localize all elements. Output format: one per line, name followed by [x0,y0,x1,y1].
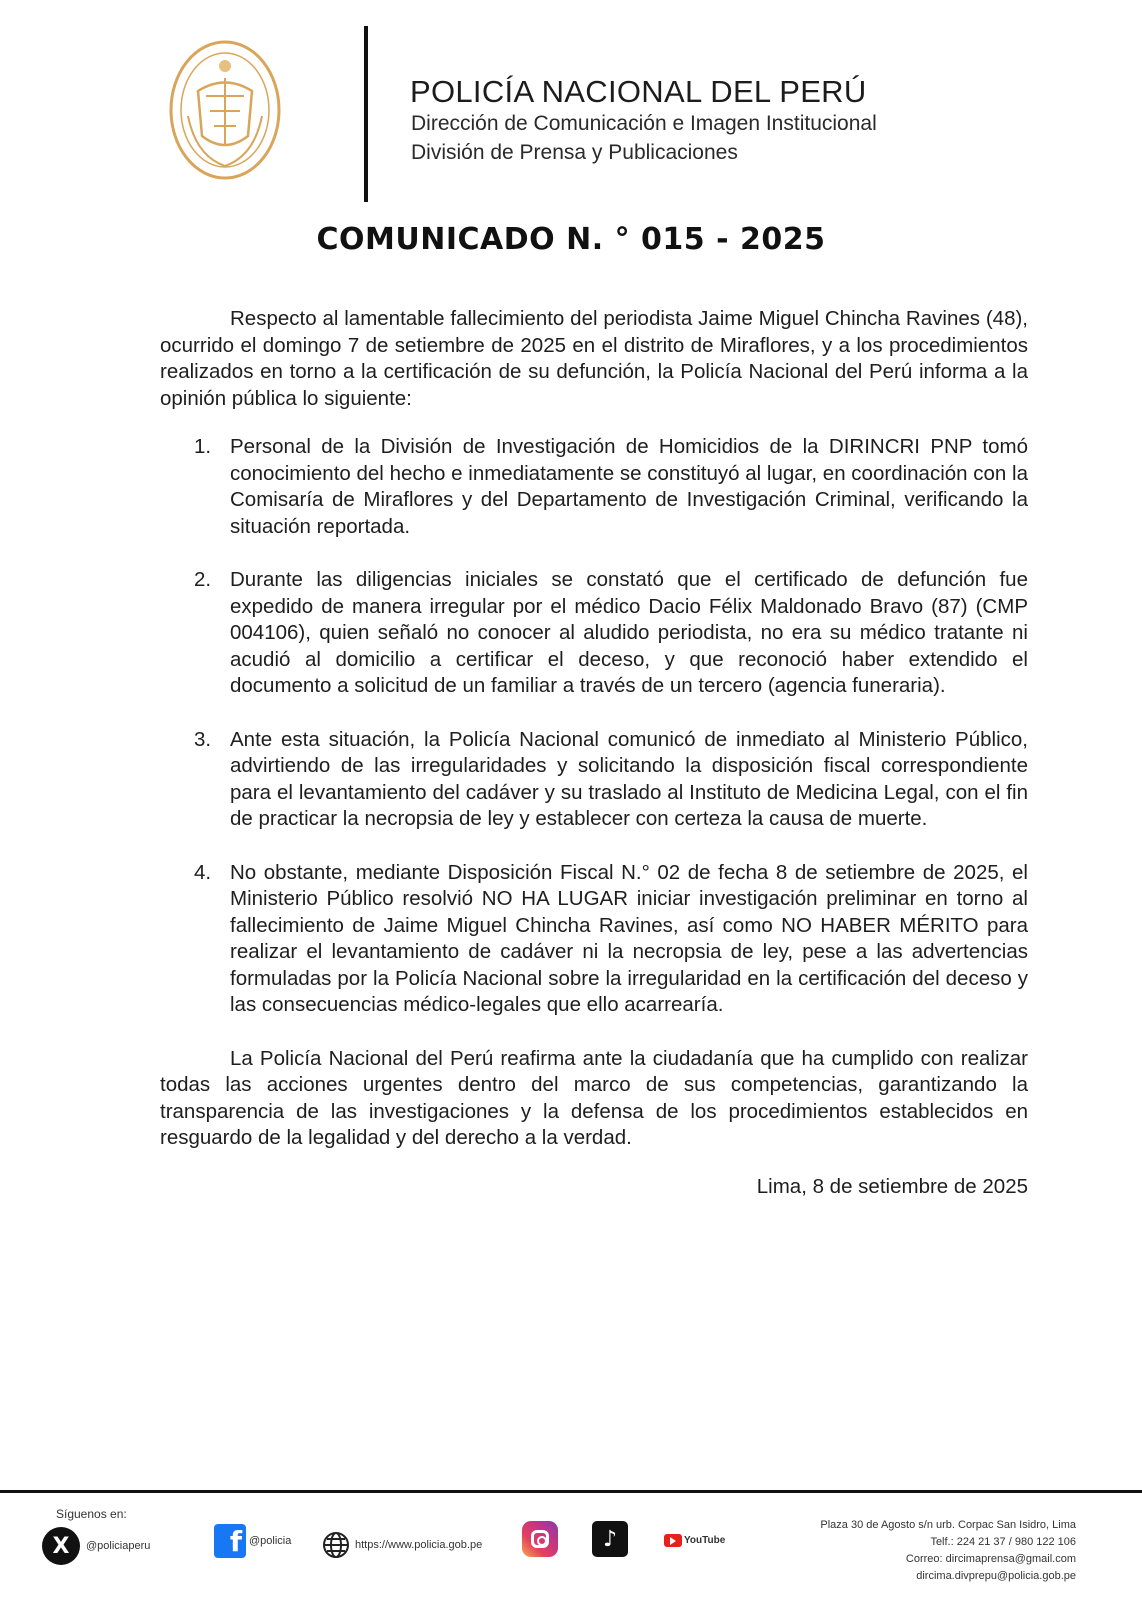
globe-icon [322,1531,350,1559]
item-number: 3. [194,727,212,751]
x-handle: @policiaperu [86,1540,151,1552]
item-number: 1. [194,435,212,458]
list-item [160,727,1028,833]
x-social-link[interactable] [42,1527,150,1565]
facebook-link[interactable] [214,1524,291,1558]
email-secondary: dircima.divprepu@policia.gob.pe [916,1570,1076,1582]
item-number: 2. [194,568,212,591]
list-item [160,434,1028,540]
youtube-icon [664,1534,682,1547]
address: Plaza 30 de Agosto s/n urb. Corpac San Isidro, Lima [820,1519,1076,1531]
item-number: 4. [194,860,212,884]
follow-label: Síguenos en: [56,1507,127,1521]
intro-paragraph: Respecto al lamentable fallecimiento del periodista Jaime Miguel Chincha Ravines (48), ocurrido el domingo 7 de setiembre de 2025 en el distrito de Miraflores, y a los procedimientos realizados en torno a la certificación de su defunción, la Policía Nacional del Perú informa a la opinión pública lo siguiente: [160,307,1028,410]
closing-paragraph: La Policía Nacional del Perú reafirma ante la ciudadanía que ha cumplido con realizar todas las acciones urgentes dentro del marco de sus competencias, garantizando la transparencia de las investigaciones y la defensa de los procedimientos establecidos en resguardo de la legalidad y del derecho a la verdad. [160,1046,1028,1149]
direction-name: Dirección de Comunicación e Imagen Institucional [411,112,877,135]
x-icon: X [42,1527,80,1565]
document-body [160,306,1028,1200]
instagram-link[interactable] [522,1521,558,1557]
item-text: No obstante, mediante Disposición Fiscal N.° 02 de fecha 8 de setiembre de 2025, el Ministerio Público resolvió NO HA LUGAR iniciar investigación preliminar en torno al fallecimiento de Jaime Miguel Chincha Ravines, así como NO HABER MÉRITO para realizar el levantamiento de cadáver ni la necropsia de ley, pese a las advertencias formuladas por la Policía Nacional sobre la irregularidad en la certificación del deceso y las consecuencias médico-legales que ello acarrearía. [230,860,1028,1016]
phone: Telf.: 224 21 37 / 980 122 106 [930,1536,1076,1548]
list-item [160,567,1028,700]
website-url: https://www.policia.gob.pe [355,1539,483,1551]
organization-name: POLICÍA NACIONAL DEL PERÚ [410,74,867,109]
letterhead [0,0,1142,210]
tiktok-icon: ♪ [592,1521,628,1557]
facebook-icon: f [214,1524,246,1558]
document-title: COMUNICADO N. ° 015 - 2025 [316,222,826,257]
footer-divider [0,1490,1142,1493]
email-primary: Correo: dircimaprensa@gmail.com [905,1553,1076,1565]
list-item [160,860,1028,1019]
police-seal-icon [166,36,284,184]
tiktok-link[interactable] [592,1521,628,1557]
contact-info [820,1517,1076,1585]
website-link[interactable] [322,1531,482,1559]
header-divider [364,26,368,202]
division-name: División de Prensa y Publicaciones [411,141,738,164]
item-text: Durante las diligencias iniciales se constató que el certificado de defunción fue expedido de manera irregular por el médico Dacio Félix Maldonado Bravo (87) (CMP 004106), quien señaló no conocer al aludido periodista, no era su médico tratante ni acudió al domicilio a certificar el deceso, y que reconoció haber extendido el documento a solicitud de un familiar a través de un tercero (agencia funeraria). [230,568,1028,697]
points-list [160,434,1028,1019]
item-text: Personal de la División de Investigación de Homicidios de la DIRINCRI PNP tomó conocimiento del hecho e inmediatamente se constituyó al lugar, en coordinación con la Comisaría de Miraflores y del Departamento de Investigación Criminal, verificando la situación reportada. [230,435,1028,538]
youtube-label: YouTube [684,1535,726,1546]
youtube-link[interactable] [664,1534,725,1547]
item-text: Ante esta situación, la Policía Nacional comunicó de inmediato al Ministerio Público, advirtiendo de las irregularidades y solicitando la disposición fiscal correspondiente para el levantamiento del cadáver y su traslado al Instituto de Medicina Legal, con el fin de practicar la necropsia de ley y establecer con certeza la causa de muerte. [230,727,1028,830]
facebook-handle: @policia [249,1535,292,1547]
instagram-icon [522,1521,558,1557]
document-date: Lima, 8 de setiembre de 2025 [756,1174,1028,1198]
